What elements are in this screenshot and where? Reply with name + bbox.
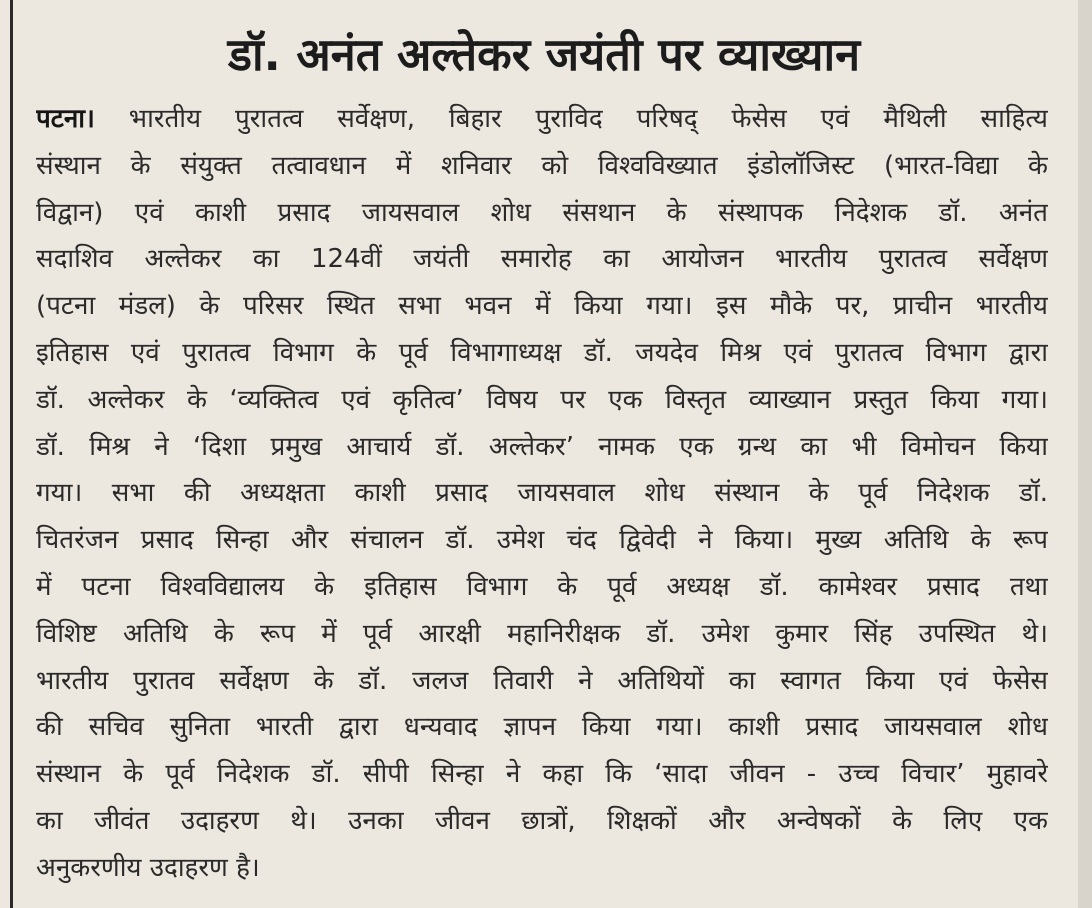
page-edge	[1078, 0, 1092, 908]
column-rule	[10, 0, 13, 908]
article-line: अनुकरणीय उदाहरण है।	[36, 852, 260, 883]
article-line: गया। सभा की अध्यक्षता काशी प्रसाद जायसवाल शोध संस्थान के पूर्व निदेशक डॉ.	[36, 478, 1048, 509]
article-headline: डॉ. अनंत अल्तेकर जयंती पर व्याख्यान	[227, 28, 861, 81]
article-line: चितरंजन प्रसाद सिन्हा और संचालन डॉ. उमेश चंद द्विवेदी ने किया। मुख्य अतिथि के रूप	[36, 525, 1048, 556]
article-line: भारतीय पुरातव सर्वेक्षण के डॉ. जलज तिवारी ने अतिथियों का स्वागत किया एवं फेसेस	[36, 665, 1048, 696]
article-line: विशिष्ट अतिथि के रूप में पूर्व आरक्षी महानिरीक्षक डॉ. उमेश कुमार सिंह उपस्थित थे।	[36, 618, 1048, 649]
article-body	[36, 96, 1048, 892]
article-line: में पटना विश्वविद्यालय के इतिहास विभाग के पूर्व अध्यक्ष डॉ. कामेश्वर प्रसाद तथा	[36, 571, 1048, 602]
article-line: का जीवंत उदाहरण थे। उनका जीवन छात्रों, शिक्षकों और अन्वेषकों के लिए एक	[36, 805, 1048, 836]
article-line: विद्वान) एवं काशी प्रसाद जायसवाल शोध संसथान के संस्थापक निदेशक डॉ. अनंत	[36, 197, 1048, 228]
article-line: (पटना मंडल) के परिसर स्थित सभा भवन में किया गया। इस मौके पर, प्राचीन भारतीय	[36, 291, 1048, 322]
article-line: संस्थान के संयुक्त तत्वावधान में शनिवार को विश्वविख्यात इंडोलॉजिस्ट (भारत-विद्या के	[36, 150, 1048, 181]
dateline: पटना।	[36, 104, 95, 134]
article-line: सदाशिव अल्तेकर का 124वीं जयंती समारोह का आयोजन भारतीय पुरातत्व सर्वेक्षण	[36, 244, 1048, 275]
article-line: इतिहास एवं पुरातत्व विभाग के पूर्व विभागाध्यक्ष डॉ. जयदेव मिश्र एवं पुरातत्व विभाग द्वारा	[36, 337, 1048, 368]
article-line: संस्थान के पूर्व निदेशक डॉ. सीपी सिन्हा ने कहा कि ‘सादा जीवन - उच्च विचार’ मुहावरे	[36, 759, 1048, 790]
article-line: डॉ. अल्तेकर के ‘व्यक्तित्व एवं कृतित्व’ विषय पर एक विस्तृत व्याख्यान प्रस्तुत किया गया।	[36, 384, 1048, 415]
article-line: की सचिव सुनिता भारती द्वारा धन्यवाद ज्ञापन किया गया। काशी प्रसाद जायसवाल शोध	[36, 712, 1048, 743]
article-line: पटना। भारतीय पुरातत्व सर्वेक्षण, बिहार पुराविद परिषद् फेसेस एवं मैथिली साहित्य	[36, 104, 1048, 134]
article-line: डॉ. मिश्र ने ‘दिशा प्रमुख आचार्य डॉ. अल्तेकर’ नामक एक ग्रन्थ का भी विमोचन किया	[36, 431, 1048, 462]
